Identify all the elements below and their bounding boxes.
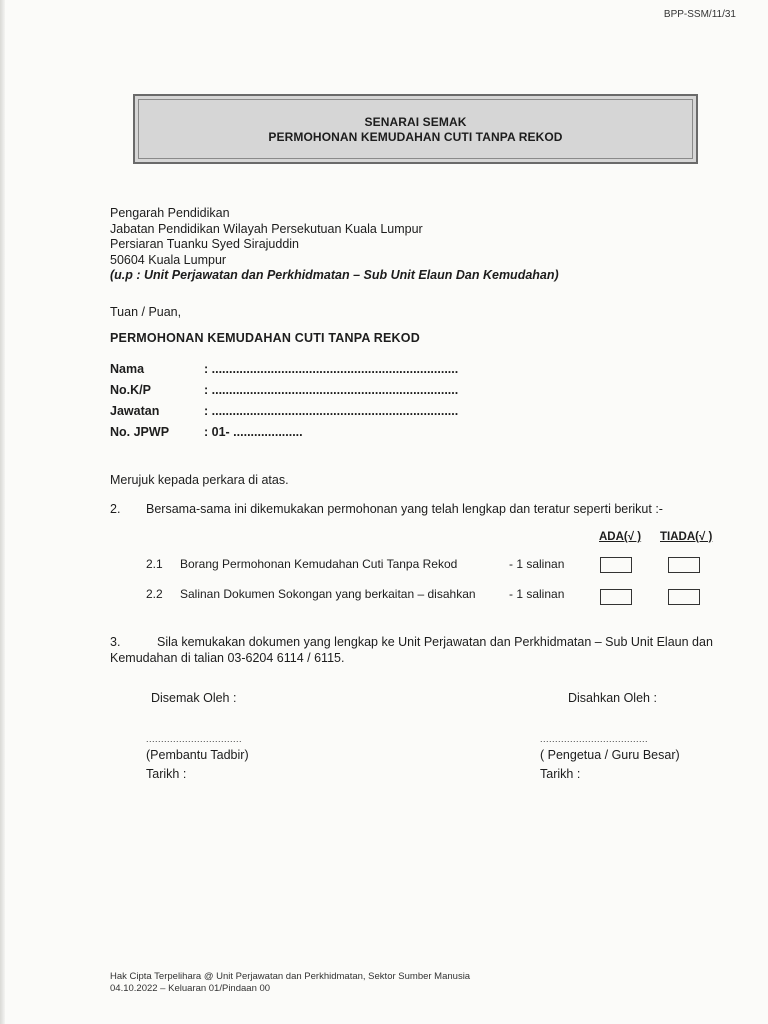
approved-by-label: Disahkan Oleh : bbox=[568, 691, 657, 705]
item-number: 2.1 bbox=[146, 557, 163, 571]
nama-field[interactable]: : ....................................................................... bbox=[204, 361, 459, 376]
footer-issue: 04.10.2022 – Keluaran 01/Pindaan 00 bbox=[110, 983, 271, 994]
column-header-ada: ADA(√ ) bbox=[599, 531, 642, 543]
item-text: Salinan Dokumen Sokongan yang berkaitan – disahkan bbox=[180, 587, 476, 601]
item-quantity: - 1 salinan bbox=[509, 587, 565, 601]
column-header-tiada: TIADA(√ ) bbox=[660, 531, 713, 543]
document-code: BPP-SSM/11/31 bbox=[663, 9, 736, 20]
field-row-jpwp bbox=[110, 421, 458, 442]
tiada-checkbox-2-1[interactable] bbox=[668, 557, 700, 573]
scan-edge-shadow bbox=[0, 0, 5, 1024]
paragraph-3-number: 3. bbox=[110, 635, 121, 649]
paragraph-2-number: 2. bbox=[110, 502, 121, 516]
address-line: Persiaran Tuanku Syed Sirajuddin bbox=[110, 237, 300, 251]
approver-signature-line[interactable]: .................................... bbox=[540, 734, 649, 744]
paragraph-3-text: Sila kemukakan dokumen yang lengkap ke Unit Perjawatan dan Perkhidmatan – Sub Unit Elaun dan Kemudahan di talian 03-6204 6114 / 6115. bbox=[110, 635, 713, 665]
attention-line: (u.p : Unit Perjawatan dan Perkhidmatan – Sub Unit Elaun Dan Kemudahan) bbox=[110, 268, 559, 282]
field-label: No. JPWP bbox=[110, 424, 170, 439]
reviewer-role: (Pembantu Tadbir) bbox=[146, 748, 249, 762]
field-label: Nama bbox=[110, 361, 145, 376]
applicant-fields bbox=[110, 358, 458, 442]
reference-sentence: Merujuk kepada perkara di atas. bbox=[110, 473, 289, 487]
title-line-2: PERMOHONAN KEMUDAHAN CUTI TANPA REKOD bbox=[268, 129, 563, 144]
field-row-kp bbox=[110, 379, 458, 400]
field-row-jawatan bbox=[110, 400, 458, 421]
approver-role: ( Pengetua / Guru Besar) bbox=[540, 748, 680, 762]
field-label: Jawatan bbox=[110, 403, 160, 418]
reviewer-date-label: Tarikh : bbox=[146, 767, 187, 781]
kp-field[interactable]: : ....................................................................... bbox=[204, 382, 459, 397]
jpwp-field[interactable]: : 01- .................... bbox=[204, 424, 303, 439]
paragraph-2-text: Bersama-sama ini dikemukakan permohonan yang telah lengkap dan teratur seperti berikut :- bbox=[146, 502, 663, 516]
approver-date-label: Tarikh : bbox=[540, 767, 581, 781]
title-box bbox=[133, 94, 698, 164]
address-line: 50604 Kuala Lumpur bbox=[110, 252, 227, 267]
address-line: Pengarah Pendidikan bbox=[110, 206, 230, 220]
tiada-checkbox-2-2[interactable] bbox=[668, 589, 700, 605]
salutation: Tuan / Puan, bbox=[110, 305, 182, 319]
subject-heading: PERMOHONAN KEMUDAHAN CUTI TANPA REKOD bbox=[110, 331, 420, 345]
paragraph-3 bbox=[110, 634, 730, 666]
reviewed-by-label: Disemak Oleh : bbox=[151, 691, 237, 705]
address-line: Jabatan Pendidikan Wilayah Persekutuan Kuala Lumpur bbox=[110, 221, 423, 236]
jawatan-field[interactable]: : ....................................................................... bbox=[204, 403, 459, 418]
item-quantity: - 1 salinan bbox=[509, 557, 565, 571]
reviewer-signature-line[interactable]: ................................ bbox=[146, 734, 243, 744]
field-label: No.K/P bbox=[110, 382, 151, 397]
item-number: 2.2 bbox=[146, 587, 163, 601]
item-text: Borang Permohonan Kemudahan Cuti Tanpa Rekod bbox=[180, 557, 458, 571]
title-line-1: SENARAI SEMAK bbox=[364, 114, 467, 129]
footer bbox=[110, 971, 470, 995]
ada-checkbox-2-2[interactable] bbox=[600, 589, 632, 605]
ada-checkbox-2-1[interactable] bbox=[600, 557, 632, 573]
field-row-nama bbox=[110, 358, 458, 379]
recipient-address bbox=[110, 206, 559, 284]
footer-copyright: Hak Cipta Terpelihara @ Unit Perjawatan dan Perkhidmatan, Sektor Sumber Manusia bbox=[110, 971, 471, 982]
